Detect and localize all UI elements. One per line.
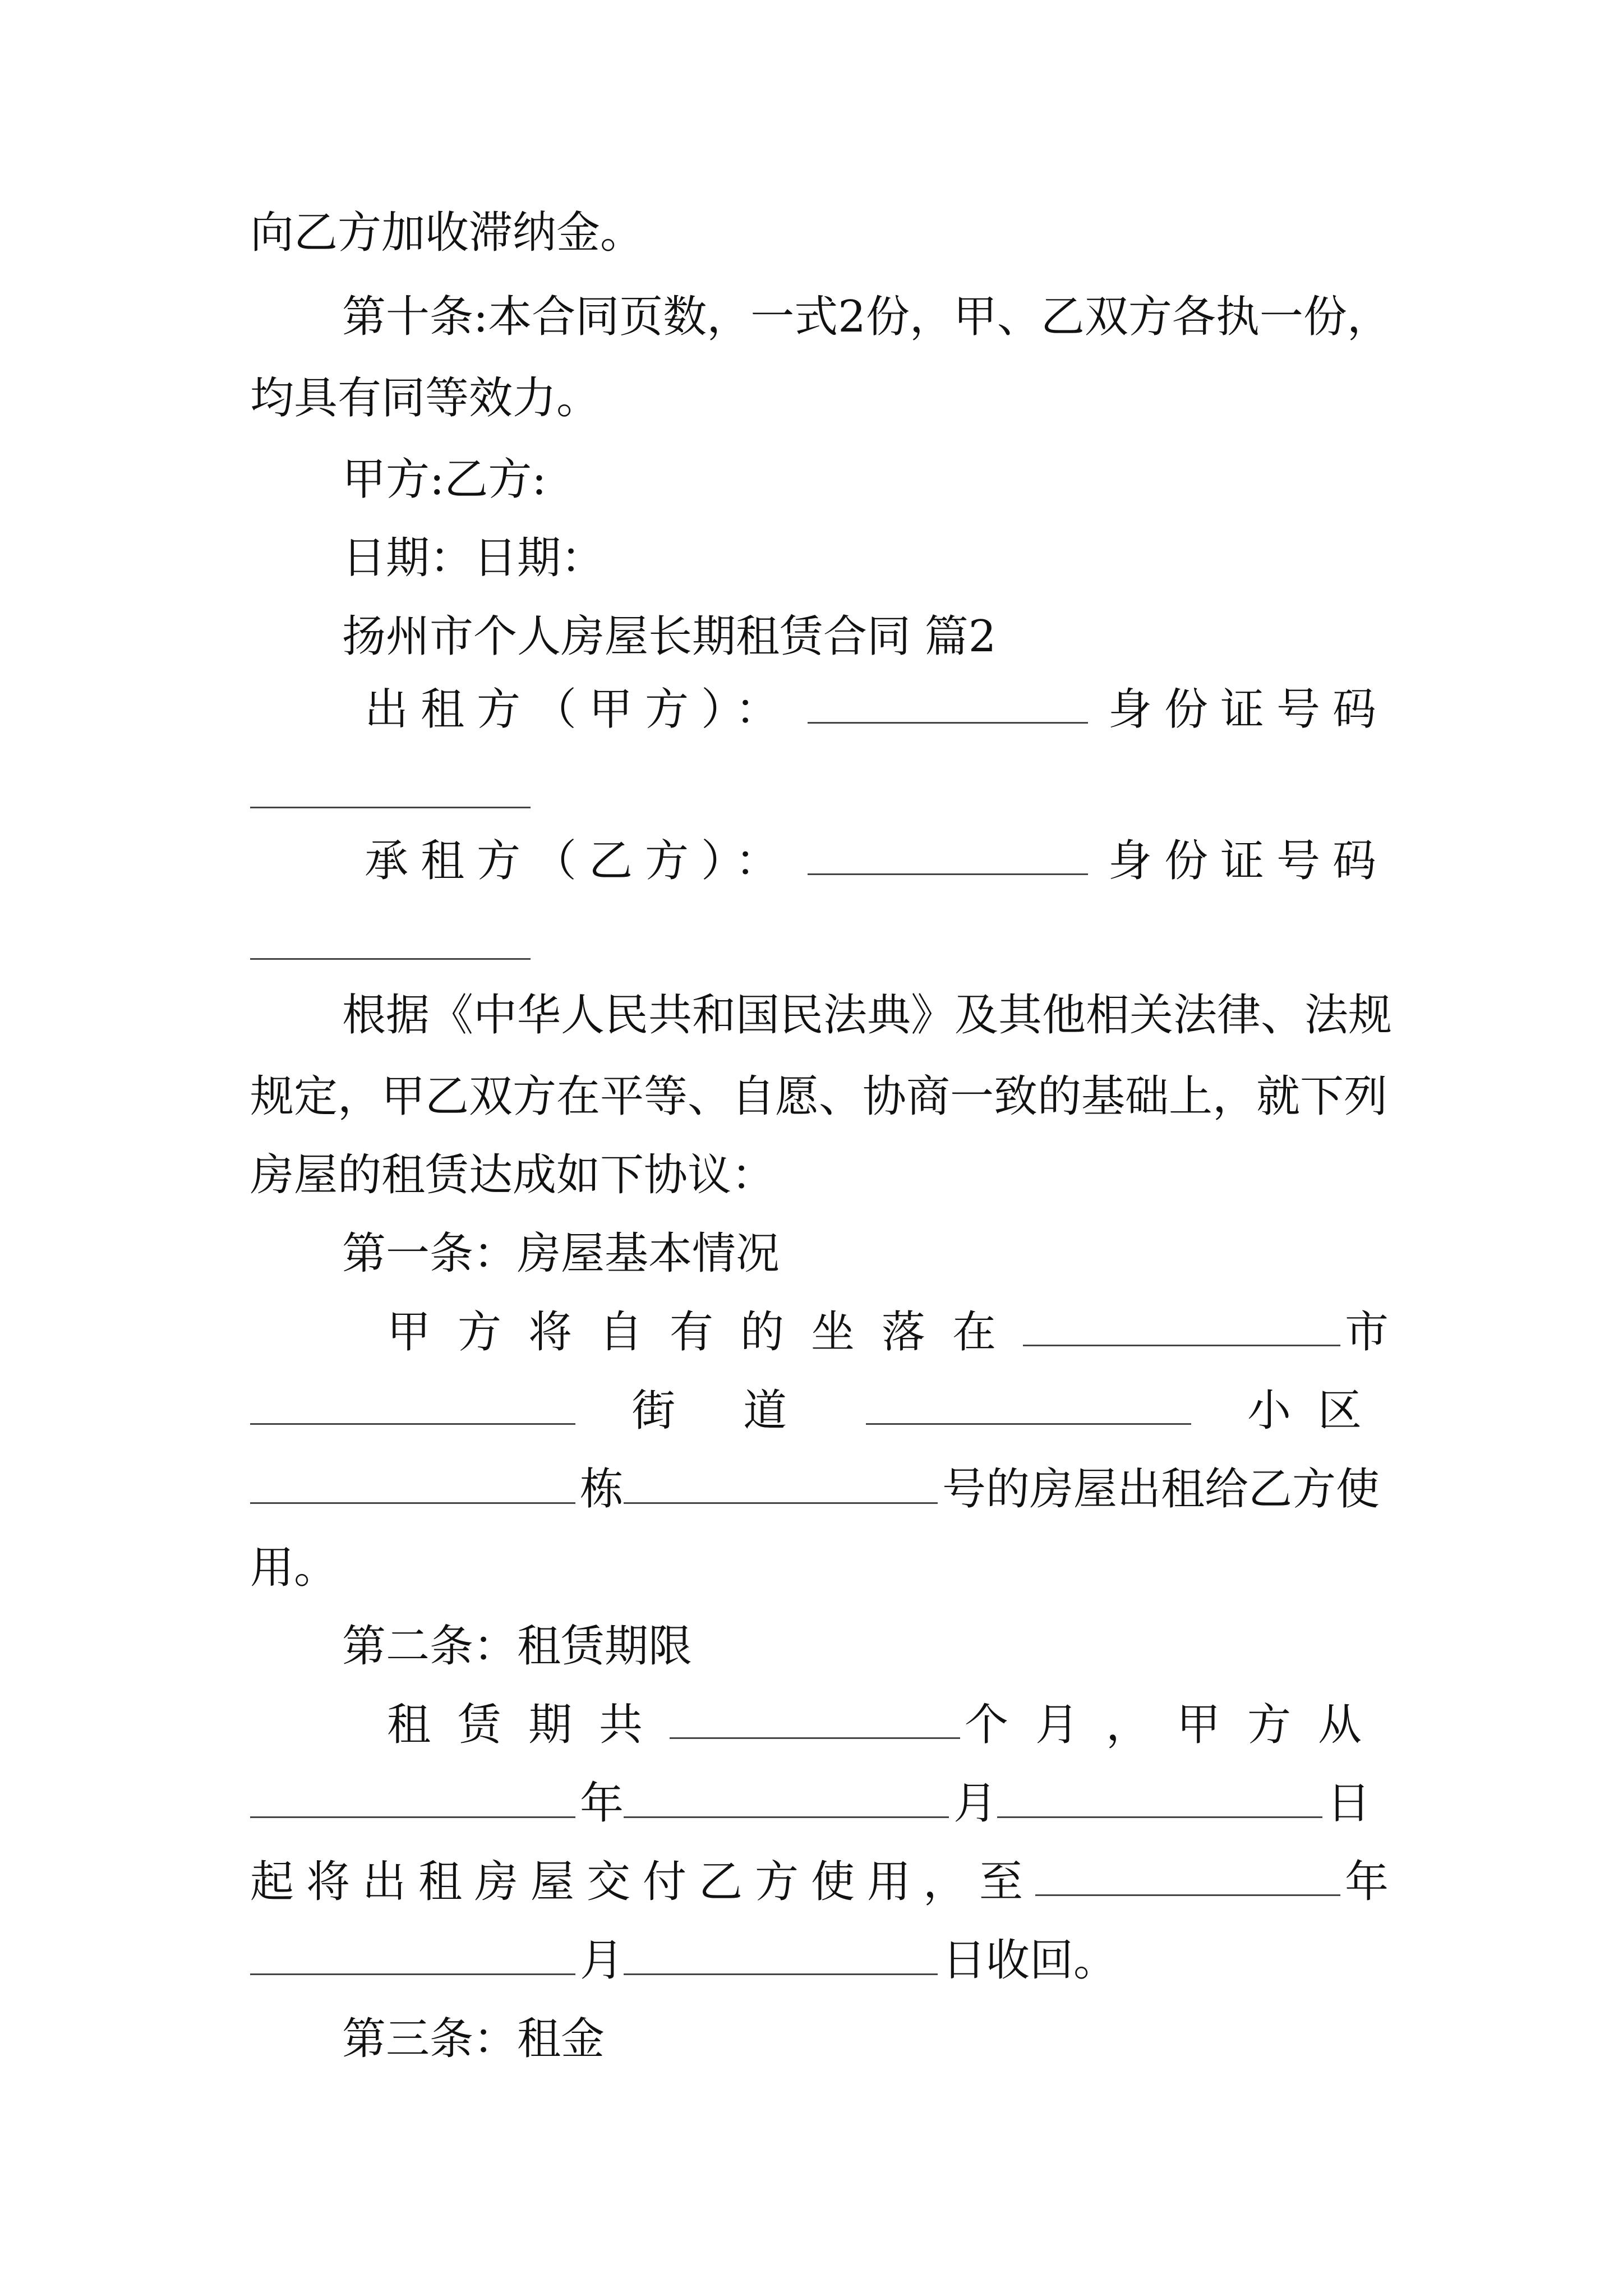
- building-label: 栋: [580, 1464, 624, 1515]
- signature-parties: 甲方:乙方:: [342, 454, 547, 505]
- lessor-id-label: 身份证号码: [1108, 684, 1389, 735]
- start-year-blank: [250, 1791, 575, 1818]
- art1-row-1: [387, 1290, 1389, 1374]
- art1-row-2: [250, 1369, 1389, 1453]
- term-label: 租赁期共: [387, 1700, 670, 1750]
- start-day-blank: [997, 1791, 1322, 1818]
- end-day-blank: [624, 1948, 938, 1975]
- art1-tail: 号的房屋出租给乙方使: [942, 1464, 1380, 1515]
- section-heading: 扬州市个人房屋长期租赁合同 篇2: [342, 611, 997, 662]
- lessor-label: 出租方（甲方）：: [365, 684, 792, 735]
- lessee-id-blank: [250, 932, 531, 960]
- month-label: 月: [953, 1778, 998, 1829]
- number-blank: [624, 1476, 938, 1504]
- term-text: 个月，甲方从: [964, 1700, 1389, 1750]
- art2-row-4: [250, 1918, 1389, 2003]
- paragraph-line: 均具有同等效力。: [250, 373, 601, 424]
- year-label-2: 年: [1344, 1857, 1389, 1907]
- article-2-title: 第二条：租赁期限: [342, 1621, 693, 1672]
- day-label: 日: [1327, 1778, 1371, 1829]
- art2-row-2: [250, 1761, 1389, 1846]
- lessee-id-label: 身份证号码: [1108, 836, 1389, 886]
- paragraph-line: 根据《中华人民共和国民法典》及其他相关法律、法规: [342, 990, 1393, 1041]
- building-blank: [250, 1476, 575, 1504]
- article-3-title: 第三条：租金: [342, 2014, 605, 2064]
- paragraph-line: 用。: [250, 1543, 338, 1593]
- signature-dates: 日期：日期：: [342, 533, 605, 583]
- start-month-blank: [624, 1791, 949, 1818]
- street-blank: [250, 1397, 575, 1425]
- lessor-row: [365, 668, 1389, 752]
- paragraph-line: 房屋的租赁达成如下协议：: [250, 1150, 776, 1200]
- end-year-blank: [1035, 1869, 1340, 1896]
- art1-text: 甲方将自有的坐落在: [387, 1307, 1023, 1358]
- lessee-label: 承租方（乙方）：: [365, 836, 792, 886]
- city-label: 市: [1344, 1307, 1389, 1358]
- month-label-2: 月: [580, 1935, 624, 1986]
- art2-row-3: [250, 1840, 1389, 1924]
- months-blank: [670, 1711, 960, 1739]
- article-1-title: 第一条：房屋基本情况: [342, 1228, 780, 1279]
- street-label: 街 道: [631, 1386, 814, 1436]
- article-10-line: 第十条:本合同页数，一式2份，甲、乙双方各执一份，: [342, 292, 1391, 342]
- art1-row-3: [250, 1447, 1389, 1531]
- art2-text: 起将出租房屋交付乙方使用，至: [250, 1857, 1036, 1907]
- paragraph-line: 向乙方加收滞纳金。: [250, 208, 644, 258]
- end-month-blank: [250, 1948, 575, 1975]
- paragraph-line: 规定，甲乙双方在平等、自愿、协商一致的基础上，就下列: [250, 1071, 1388, 1122]
- lessee-name-blank: [808, 848, 1088, 875]
- city-blank: [1023, 1319, 1340, 1346]
- community-label: 小区: [1247, 1386, 1389, 1436]
- art2-tail: 日收回。: [942, 1935, 1118, 1986]
- lessor-id-blank: [250, 781, 531, 808]
- lessee-row: [365, 819, 1389, 903]
- art2-row-1: [387, 1683, 1389, 1767]
- year-label: 年: [580, 1778, 624, 1829]
- lessor-name-blank: [808, 696, 1088, 724]
- community-blank: [866, 1397, 1191, 1425]
